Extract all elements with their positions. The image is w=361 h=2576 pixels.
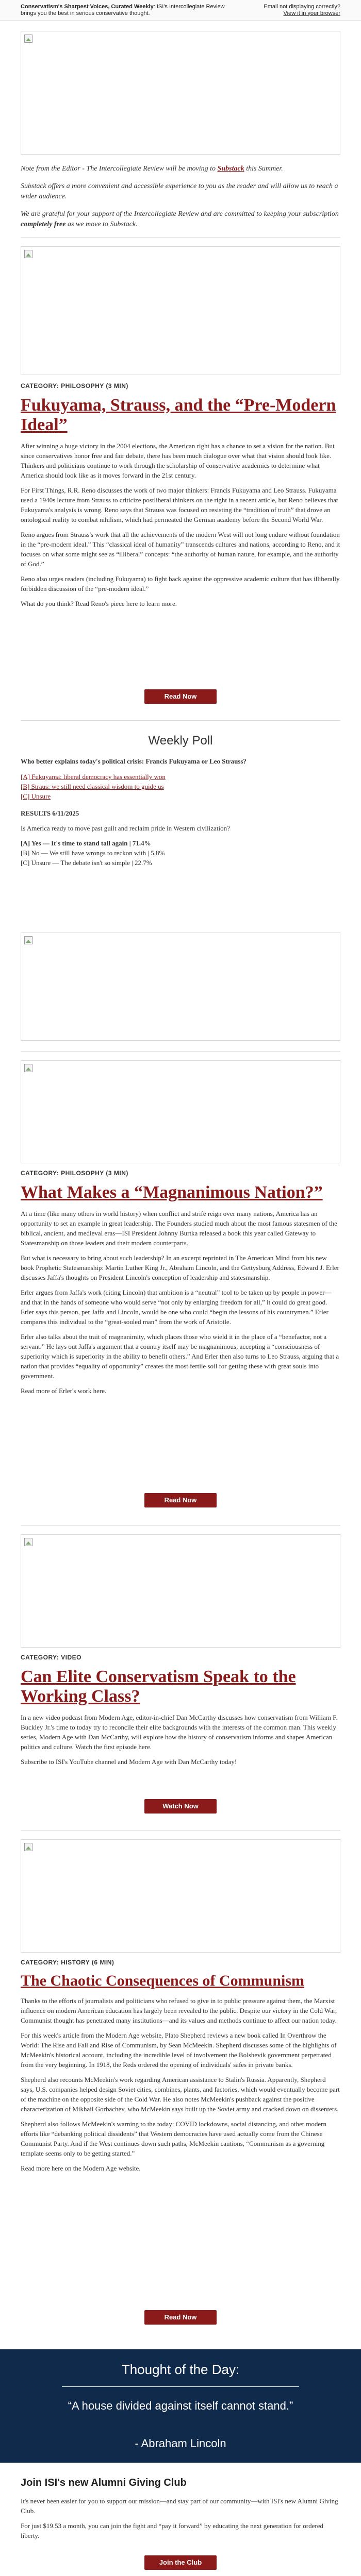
broken-image-icon [24, 1843, 32, 1851]
poll-results [21, 838, 340, 868]
article3-image [21, 1534, 340, 1648]
article4-p5: Read more here on the Modern Age website. [21, 2164, 141, 2172]
broken-image-icon [24, 35, 32, 43]
article3 [21, 1654, 340, 1767]
editor-note-p3: We are grateful for your support of the Intercollegiate Review and are committed to keeping your subscription completely free as we move to Substack. [21, 210, 339, 228]
preheader-text [21, 4, 237, 17]
article2-p3: Erler argues from Jaffa's work (citing Lincoln) that ambition is a “neutral” tool to be taken up by people in power—and that in the hands of someone who would serve “not only by enlarging freedom for all,” it could do great good. Erler says this person, per Jaffa and Lincoln, would be one who could “begin the lessons of his countrymen.” Erler compares this individual to the “great-souled man” from the work of Aristotle. [21, 1289, 332, 1326]
article1-p5: What do you think? Read Reno's piece here to learn more. [21, 600, 177, 607]
header-image [21, 31, 340, 155]
poll-option-a[interactable]: [A] Fukuyama: liberal democracy has essentially won [21, 773, 166, 781]
email-not-displaying-text: Email not displaying correctly? [264, 3, 340, 10]
divider [21, 1051, 340, 1052]
poll-result-c: [C] Unsure — The debate isn't so simple | 22.7% [21, 859, 152, 867]
article1-p4: Reno also urges readers (including Fukuyama) to fight back against the oppressive academic culture that has illiberally forbidden discussion of the “pre-modern ideal.” [21, 575, 340, 592]
article2-read-now-button[interactable]: Read Now [144, 1493, 217, 1507]
article2-p5: Read more of Erler's work here. [21, 1387, 107, 1395]
broken-image-icon [24, 1538, 32, 1546]
divider [21, 1525, 340, 1526]
article3-p1: In a new video podcast from Modern Age, editor-in-chief Dan McCarthy discusses how conservatism from William F. Buckley Jr.'s time to today try to reconcile their elite backgrounds with the interests of the common man. This weekly series, Modern Age with Dan McCarthy, will explore how the history of conservatism informs and shapes American politics and culture. Watch the first episode here. [21, 1714, 338, 1751]
giving-title: Join ISI's new Alumni Giving Club [21, 2477, 187, 2488]
poll-question: Who better explains today's political crisis: Francis Fukuyama or Leo Strauss? [21, 757, 247, 765]
thought-of-the-day [0, 2349, 361, 2463]
article1-p1: After winning a huge victory in the 2004 elections, the American right has a chance to set a vision for the nation. But since conservatives honor free and fair debate, there has been much dialogue over what that vision should look like. Thinkers and politicians continue to work through the scholarship of conservative academics to determine what America should look like as it moves forward in the 21st century. [21, 442, 335, 479]
thought-author: - Abraham Lincoln [135, 2437, 226, 2450]
article3-title[interactable]: Can Elite Conservatism Speak to the Working Class? [21, 1667, 296, 1706]
article4 [21, 1959, 340, 2173]
poll-results-question: Is America ready to move past guilt and reclaim pride in Western civilization? [21, 824, 230, 832]
article4-category: CATEGORY: HISTORY (6 MIN) [21, 1959, 114, 1966]
divider [21, 237, 340, 238]
article2-p2: But what is necessary to bring about such leadership? In an excerpt reprinted in The American Mind from his new book Prophetic Statesmanship: Martin Luther King Jr., Abraham Lincoln, and the Gettysburg Address, Edward J. Erler discusses Jaffa's thoughts on President Lincoln's conception of leadership and statesmanship. [21, 1254, 339, 1281]
divider [21, 720, 340, 721]
giving-p1: It's never been easier for you to support our mission—and stay part of our community—with ISI's new Alumni Giving Club. [21, 2497, 338, 2515]
article4-image [21, 1839, 340, 1953]
article4-title[interactable]: The Chaotic Consequences of Communism [21, 1972, 305, 1989]
article1-read-now-button[interactable]: Read Now [144, 689, 217, 704]
article1 [21, 382, 340, 608]
thought-title: Thought of the Day: [121, 2362, 240, 2377]
join-the-club-button[interactable]: Join the Club [144, 2555, 217, 2570]
divider [21, 1830, 340, 1831]
view-in-browser-link[interactable]: View it in your browser [283, 10, 340, 16]
article4-p1: Thanks to the efforts of journalists and politicians who refused to give in to public pressure against them, the Marxist influence on modern American education has largely been revealed to the public. Despite our victory in the Cold War, Communist thought has penetrated many institutions—and its values and methods continue to affect our nation today. [21, 1997, 337, 2024]
browser-view [264, 4, 340, 17]
article2-title[interactable]: What Makes a “Magnanimous Nation?” [21, 1183, 323, 1202]
substack-link[interactable]: Substack [217, 165, 244, 173]
weekly-poll [21, 734, 340, 868]
poll-results-label: RESULTS 6/11/2025 [21, 809, 79, 817]
poll-title: Weekly Poll [148, 734, 213, 748]
article2-p4: Erler also talks about the trait of magnanimity, which places those who wield it in the place of a “benefactor, not a servant.” He lays out Jaffa's argument that a country itself may be magnanimous, accepting a “consciousness of superiority which is superiority in the ability to benefit others.” And Erler then also turns to Leo Strauss, arguing that a nation that provides “equality of opportunity” creates the most fertile soil for getting these with great souls into government. [21, 1333, 339, 1380]
article2-category: CATEGORY: PHILOSOPHY (3 MIN) [21, 1170, 128, 1177]
article2 [21, 1170, 340, 1396]
article4-p2: For this week's article from the Modern Age website, Plato Shepherd reviews a new book called In Overthrow the World: The Rise and Fall and Rise of Communism, by Sean McMeekin. Shepherd discusses some of the highlights of McMeekin's historical account, including the incredible level of involvement the Bolshevik government perpetrated from the very beginning. In 1918, the Reds ordered the opening of individuals' safes in private banks. [21, 2031, 337, 2069]
broken-image-icon [24, 250, 32, 258]
broken-image-icon [24, 1064, 32, 1072]
article1-image [21, 246, 340, 375]
editor-note-p1: Note from the Editor - The Intercollegiate Review will be moving to Substack this Summer. [21, 165, 283, 173]
poll-image [21, 933, 340, 1041]
poll-result-a: [A] Yes — It's time to stand tall again | 71.4% [21, 839, 151, 847]
article1-category: CATEGORY: PHILOSOPHY (3 MIN) [21, 382, 128, 389]
editor-note [21, 164, 340, 230]
article2-image [21, 1060, 340, 1163]
poll-option-c[interactable]: [C] Unsure [21, 792, 51, 800]
thought-divider [62, 2386, 299, 2387]
article3-p2: Subscribe to ISI's YouTube channel and Modern Age with Dan McCarthy today! [21, 1758, 237, 1766]
poll-result-b: [B] No — We still have wrongs to reckon with | 5.8% [21, 849, 165, 857]
article1-title[interactable]: Fukuyama, Strauss, and the “Pre-Modern Ideal” [21, 396, 336, 434]
thought-quote: “A house divided against itself cannot stand.” [68, 2399, 293, 2412]
preheader-bar [0, 0, 361, 21]
article2-p1: At a time (like many others in world history) when conflict and strife reign over many nations, America has an opportunity to set an example in great leadership. The Founders studied much about the most famous statesmen of the biblical, ancient, and medieval eras—ISI President Johnny Burtka released a book this year called Gateway to Statesmanship on those leaders and their modern counterparts. [21, 1210, 337, 1247]
giving-p2: For just $19.53 a month, you can join the fight and “pay it forward” by educating the next generation for ordered liberty. [21, 2522, 323, 2539]
article3-watch-now-button[interactable]: Watch Now [144, 1799, 217, 1814]
preheader-title: Conservatism's Sharpest Voices, Curated Weekly [21, 3, 154, 10]
article4-p4: Shepherd also follows McMeekin's warning to the today: COVID lockdowns, social distancing, and other modern efforts like “debanking political dissidents” that Western democracies have used actually come from the Chinese Communist Party. And if the West continues down such paths, McMeekin cautions, “Communism as a governing template seems only to be getting started.” [21, 2120, 327, 2157]
editor-note-p2: Substack offers a more convenient and accessible experience to you as the reader and will allow us to reach a wider audience. [21, 182, 338, 200]
article3-category: CATEGORY: VIDEO [21, 1654, 81, 1661]
article4-read-now-button[interactable]: Read Now [144, 2310, 217, 2325]
broken-image-icon [24, 936, 32, 944]
poll-options [21, 772, 340, 801]
article1-p2: For First Things, R.R. Reno discusses the work of two major thinkers: Francis Fukuyama and Leo Strauss. Fukuyama used a 1940s lecture from Strauss to criticize postliberal thinkers on the right in a recent article, but Reno believes that Fukuyama's analysis is wrong. Reno says that Strauss was focused on resisting the “tradition of truth” that drove an ontological reality to combat nihilism, which had permeated the German academy before the Second World War. [21, 486, 338, 523]
article1-p3: Reno argues from Strauss's work that all the achievements of the modern West will not long endure without foundation in the “pre-modern ideal.” This “classical ideal of humanity” transcends cultures and nations, according to Reno, and it focuses on what some might see as “illiberal” concepts: “the authority of human nature, for example, and the authority of God.” [21, 531, 340, 568]
preheader-subtitle: : ISI's Intercollegiate Review brings you the best in serious conservative thought. [21, 3, 225, 16]
article4-p3: Shepherd also recounts McMeekin's work regarding American assistance to Stalin's Russia. Apparently, Shepherd says, U.S. companies helped design Soviet cities, combines, plants, and factories, which would eventually become part of the machine on the opposite side of the Cold War. He also notes McMeekin's pushback against the positive characterization of Mikhail Gorbachev, who McMeekin says built up the Soviet army and cracked down on dissenters. [21, 2076, 340, 2113]
poll-option-b[interactable]: [B] Straus: we still need classical wisdom to guide us [21, 783, 164, 790]
alumni-giving [21, 2477, 340, 2540]
